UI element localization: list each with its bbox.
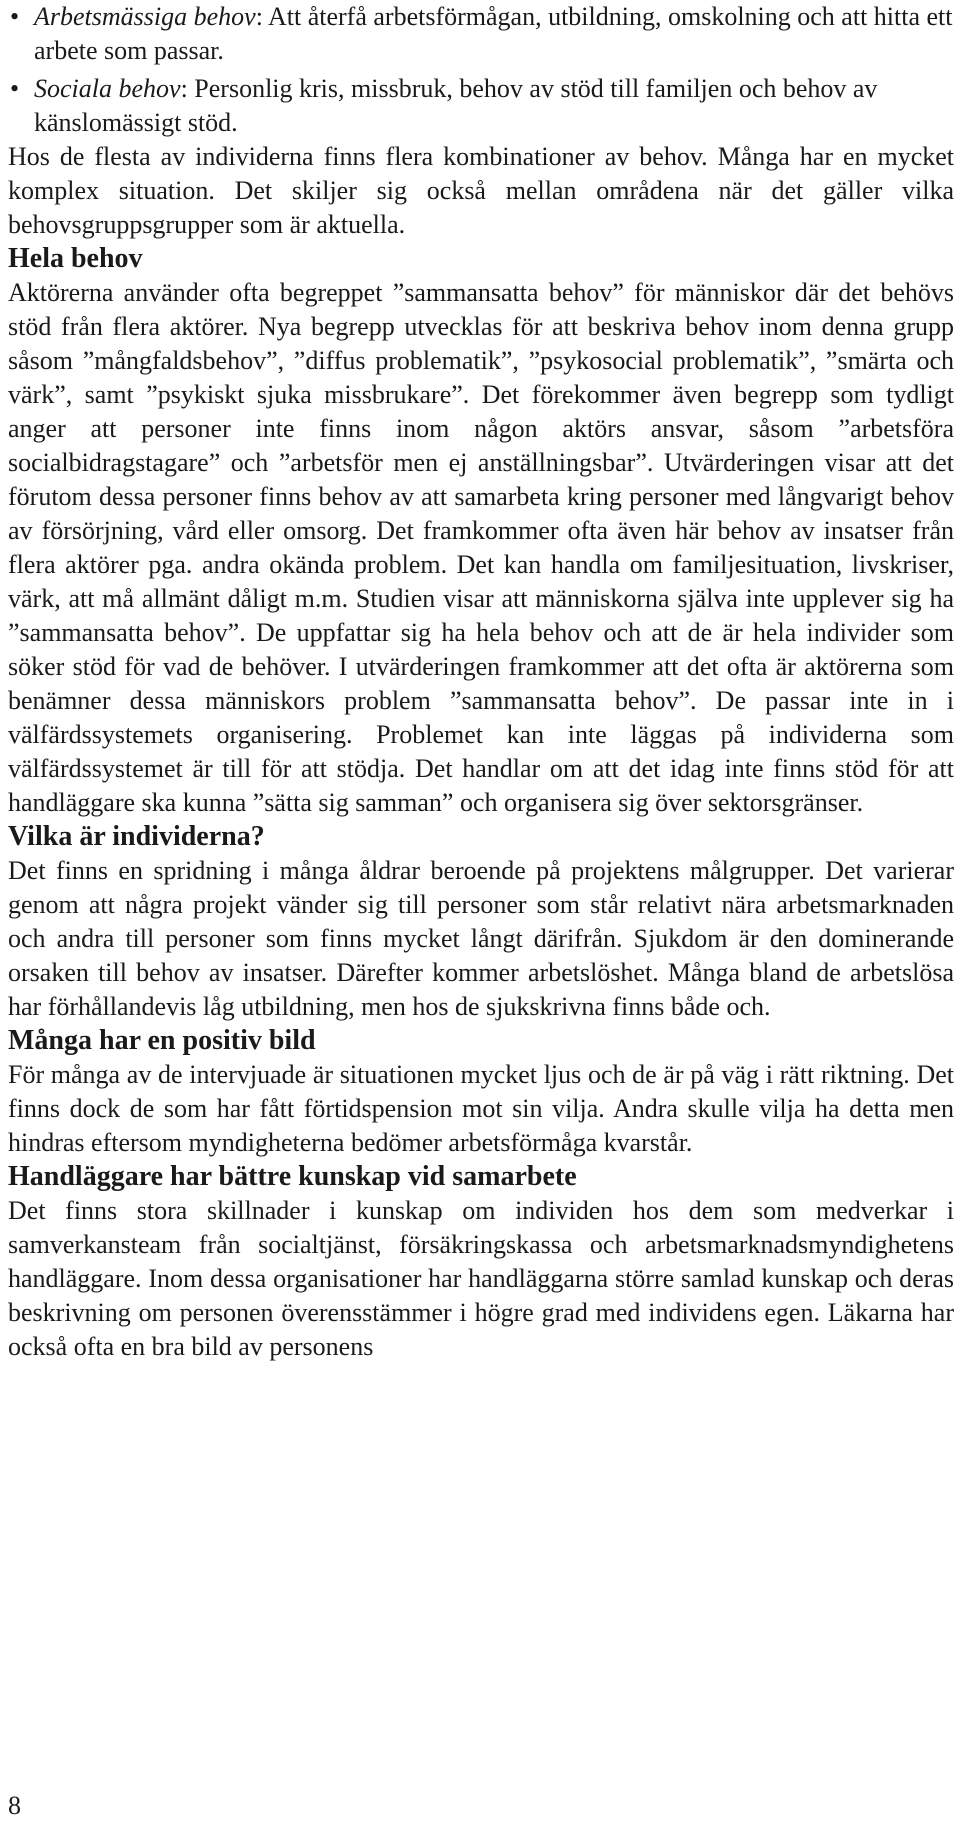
bullet-icon: •: [10, 2, 20, 31]
bullet-social-needs: [8, 72, 954, 140]
section-body-handlaggare: Det finns stora skillnader i kunskap om individen hos dem som medverkar i samverkansteam från socialtjänst, försäkringskassa och arbetsmarknadsmyndighetens handläggare. Inom dessa organisationer har handläggarna större samlad kunskap och deras beskrivning om personen överensstämmer i högre grad med individens egen. Läkarna har också ofta en bra bild av personens: [8, 1196, 954, 1361]
section-heading-handlaggare: Handläggare har bättre kunskap vid samarbete: [8, 1161, 577, 1192]
bullet-icon: •: [10, 74, 20, 103]
bullet-text: : Personlig kris, missbruk, behov av stöd till familjen och behov av känslomässigt stöd.: [34, 74, 878, 137]
section-body-positiv-bild: För många av de intervjuade är situationen mycket ljus och de är på väg i rätt riktning. Det finns dock de som har fått förtidspension mot sin vilja. Andra skulle vilja ha detta men hindras eftersom myndigheterna bedömer arbetsförmåga kvarstår.: [8, 1060, 954, 1157]
bullet-term: Arbetsmässiga behov: [34, 2, 256, 31]
document-page: [8, 0, 954, 1364]
section-body-hela-behov: Aktörerna använder ofta begreppet ”sammansatta behov” för människor där det behövs stöd från flera aktörer. Nya begrepp utvecklas för att beskriva behov inom denna grupp såsom ”mångfaldsbehov”, ”diffus problematik”, ”psykosocial problematik”, ”smärta och värk”, samt ”psykiskt sjuka missbrukare”. Det förekommer även begrepp som tydligt anger att personer inte finns inom någon aktörs ansvar, såsom ”arbetsföra socialbidragstagare” och ”arbetsför men ej anställningsbar”. Utvärderingen visar att det förutom dessa personer finns behov av att samarbeta kring personer med långvarigt behov av försörjning, vård eller omsorg. Det framkommer ofta även här behov av insatser från flera aktörer pga. andra okända problem. Det kan handla om familjesituation, livskriser, värk, att må allmänt dåligt m.m. Studien visar att människorna själva inte upplever sig ha ”sammansatta behov”. De uppfattar sig ha hela behov och att de är hela individer som söker stöd för vad de behöver. I utvärderingen framkommer att det ofta är aktörerna som benämner dessa människors problem ”sammansatta behov”. De passar inte in i välfärdssystemets organisering. Problemet kan inte läggas på individerna som välfärdssystemet är till för att stödja. Det handlar om att det idag inte finns stöd för att handläggare ska kunna ”sätta sig samman” och organisera sig över sektorsgränser.: [8, 278, 954, 817]
bullet-term: Sociala behov: [34, 74, 181, 103]
section-heading-hela-behov: Hela behov: [8, 243, 143, 274]
section-heading-positiv-bild: Många har en positiv bild: [8, 1025, 316, 1056]
section-heading-vilka-individerna: Vilka är individerna?: [8, 821, 265, 852]
section-body-vilka-individerna: Det finns en spridning i många åldrar beroende på projektens målgrupper. Det varierar genom att några projekt vänder sig till personer som står relativt nära arbetsmarknaden och andra till personer som finns mycket långt därifrån. Sjukdom är den dominerande orsaken till behov av insatser. Därefter kommer arbetslöshet. Många bland de arbetslösa har förhållandevis låg utbildning, men hos de sjukskrivna finns både och.: [8, 856, 954, 1021]
needs-bullet-list: [8, 0, 954, 140]
page-number: 8: [8, 1791, 21, 1820]
bullet-text: : Att återfå arbetsförmågan, utbildning, omskolning och att hitta ett arbete som passar.: [34, 2, 953, 65]
bullet-work-needs: [8, 0, 954, 68]
intro-paragraph: Hos de flesta av individerna finns flera kombinationer av behov. Många har en mycket komplex situation. Det skiljer sig också mellan områdena när det gäller vilka behovsgruppsgrupper som är aktuella.: [8, 142, 954, 239]
